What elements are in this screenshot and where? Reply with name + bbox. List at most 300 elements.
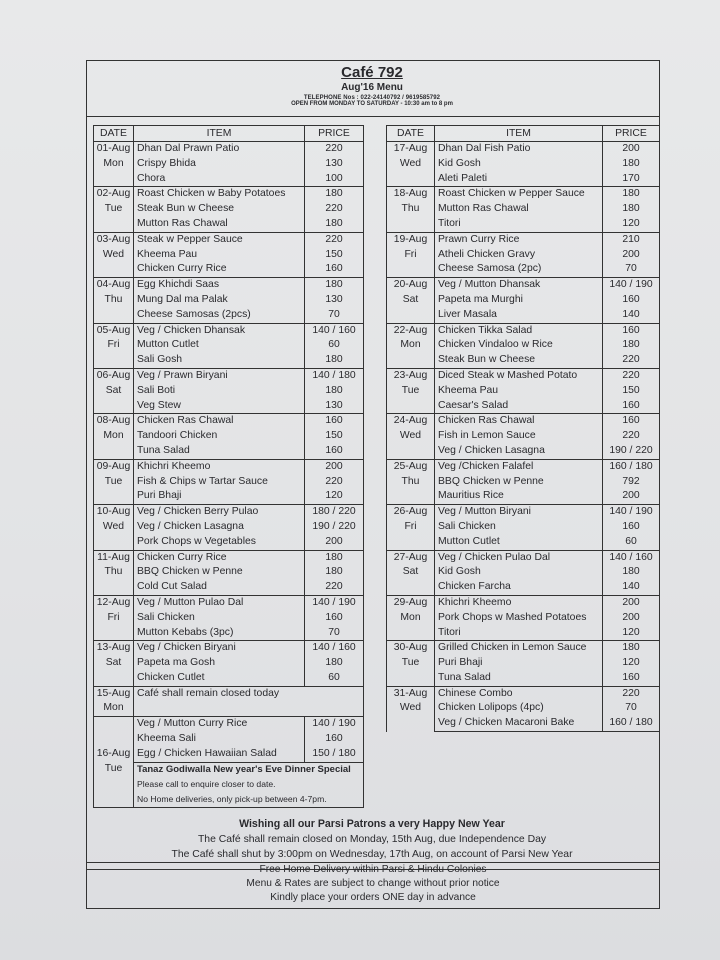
table-row bbox=[94, 232, 364, 247]
menu-item-price: 220 bbox=[603, 686, 660, 701]
special-row bbox=[94, 777, 364, 792]
menu-item-price: 180 bbox=[603, 338, 660, 353]
table-row bbox=[94, 414, 364, 429]
weekday-label: Tue bbox=[401, 384, 420, 396]
menu-item-name: Veg / Mutton Curry Rice bbox=[134, 717, 305, 732]
table-row bbox=[94, 368, 364, 383]
menu-item-name: Chicken Ras Chawal bbox=[134, 414, 305, 429]
order-note: Kindly place your orders ONE day in advance bbox=[270, 892, 476, 903]
menu-item-name: Mutton Kebabs (3pc) bbox=[134, 626, 305, 641]
telephone-line: TELEPHONE Nos : 022-24140792 / 9619585792 bbox=[303, 95, 441, 101]
menu-item-name: Caesar's Salad bbox=[435, 399, 603, 414]
date-cell bbox=[387, 595, 435, 640]
date-cell bbox=[387, 459, 435, 504]
menu-item-name: Veg / Mutton Biryani bbox=[435, 505, 603, 520]
table-row bbox=[94, 157, 364, 172]
early-close-notice: The Café shall shut by 3:00pm on Wednesday, 17th Aug, on account of Parsi New Year bbox=[171, 849, 573, 860]
menu-item-name: Diced Steak w Mashed Potato bbox=[435, 368, 603, 383]
menu-item-price: 190 / 220 bbox=[305, 520, 364, 535]
menu-item-name: Veg / Mutton Pulao Dal bbox=[134, 595, 305, 610]
menu-item-name: Mutton Cutlet bbox=[435, 535, 603, 550]
table-row bbox=[94, 142, 364, 157]
date-label: 15-Aug bbox=[96, 687, 131, 699]
weekday-label: Wed bbox=[102, 248, 125, 260]
weekday-label: Mon bbox=[103, 157, 124, 169]
menu-item-price: 180 bbox=[305, 353, 364, 368]
menu-item-price: 180 bbox=[305, 550, 364, 565]
date-label: 03-Aug bbox=[96, 233, 131, 245]
table-row bbox=[94, 459, 364, 474]
item-header: ITEM bbox=[435, 126, 603, 142]
weekday-label: Fri bbox=[107, 339, 120, 351]
menu-item-name: Mutton Ras Chawal bbox=[435, 202, 603, 217]
date-cell bbox=[387, 414, 435, 459]
menu-item-name: Papeta ma Gosh bbox=[134, 656, 305, 671]
menu-item-price: 160 bbox=[305, 611, 364, 626]
menu-item-name: Roast Chicken w Baby Potatoes bbox=[134, 187, 305, 202]
menu-item-name: Chicken Curry Rice bbox=[134, 550, 305, 565]
menu-item-price: 200 bbox=[603, 489, 660, 504]
table-row bbox=[94, 489, 364, 504]
header-divider bbox=[86, 116, 659, 117]
menu-item-price: 160 bbox=[305, 414, 364, 429]
menu-item-name: BBQ Chicken w Penne bbox=[134, 565, 305, 580]
menu-item-name: Chicken Lolipops (4pc) bbox=[435, 701, 603, 716]
menu-item-price: 180 bbox=[305, 217, 364, 232]
menu-item-name: Veg / Chicken Macaroni Bake bbox=[435, 716, 603, 731]
table-row bbox=[387, 641, 660, 656]
menu-item-name: Prawn Curry Rice bbox=[435, 232, 603, 247]
table-row bbox=[94, 732, 364, 747]
table-row bbox=[94, 217, 364, 232]
weekday-label: Mon bbox=[400, 339, 421, 351]
menu-item-price: 160 / 180 bbox=[603, 716, 660, 731]
menu-item-price: 140 / 160 bbox=[305, 323, 364, 338]
date-header: DATE bbox=[94, 126, 134, 142]
date-label: 05-Aug bbox=[96, 324, 131, 336]
menu-item-name: Grilled Chicken in Lemon Sauce bbox=[435, 641, 603, 656]
rates-note: Menu & Rates are subject to change without prior notice bbox=[246, 878, 500, 889]
menu-item-name: Khichri Kheemo bbox=[435, 595, 603, 610]
menu-item-price: 160 bbox=[603, 399, 660, 414]
menu-item-name: Aleti Paleti bbox=[435, 172, 603, 187]
menu-month: Aug'16 Menu bbox=[341, 82, 403, 93]
menu-table-left bbox=[93, 125, 364, 808]
menu-item-price: 150 bbox=[305, 429, 364, 444]
menu-item-name: Sali Gosh bbox=[134, 353, 305, 368]
menu-item-price: 120 bbox=[603, 656, 660, 671]
weekday-label: Tue bbox=[104, 475, 123, 487]
menu-item-name: Veg / Chicken Biryani bbox=[134, 641, 305, 656]
menu-item-price: 130 bbox=[305, 399, 364, 414]
menu-item-price: 792 bbox=[603, 475, 660, 490]
menu-item-price: 180 bbox=[603, 157, 660, 172]
date-cell bbox=[94, 686, 134, 717]
price-header: PRICE bbox=[603, 126, 660, 142]
table-row bbox=[94, 293, 364, 308]
menu-item-price: 180 / 220 bbox=[305, 505, 364, 520]
menu-item-name: Fish in Lemon Sauce bbox=[435, 429, 603, 444]
table-row bbox=[387, 278, 660, 293]
menu-item-price: 200 bbox=[603, 595, 660, 610]
date-label: 09-Aug bbox=[96, 460, 131, 472]
menu-item-price: 70 bbox=[305, 308, 364, 323]
weekday-label: Sat bbox=[105, 657, 122, 669]
date-label: 11-Aug bbox=[97, 551, 130, 563]
weekday-label: Sat bbox=[402, 293, 419, 305]
menu-item-price: 160 bbox=[603, 671, 660, 686]
date-cell bbox=[387, 142, 435, 187]
table-row bbox=[94, 278, 364, 293]
menu-item-price: 120 bbox=[603, 217, 660, 232]
menu-item-name: Titori bbox=[435, 217, 603, 232]
date-label: 16-Aug bbox=[96, 748, 131, 760]
menu-item-name: Papeta ma Murghi bbox=[435, 293, 603, 308]
menu-item-price: 130 bbox=[305, 293, 364, 308]
date-cell bbox=[387, 278, 435, 323]
date-label: 08-Aug bbox=[96, 415, 131, 427]
table-row bbox=[94, 535, 364, 550]
menu-item-price: 220 bbox=[603, 353, 660, 368]
date-cell bbox=[94, 595, 134, 640]
menu-item-price: 180 bbox=[603, 641, 660, 656]
menu-item-name: Chicken Cutlet bbox=[134, 671, 305, 686]
date-label: 29-Aug bbox=[393, 596, 428, 608]
table-row bbox=[94, 520, 364, 535]
menu-item-name: Kheema Pau bbox=[435, 384, 603, 399]
menu-item-name: Puri Bhaji bbox=[435, 656, 603, 671]
weekday-label: Mon bbox=[103, 702, 124, 714]
menu-item-price: 140 / 180 bbox=[305, 368, 364, 383]
date-label: 22-Aug bbox=[393, 324, 428, 336]
date-cell bbox=[94, 278, 134, 323]
menu-item-price: 200 bbox=[603, 611, 660, 626]
menu-item-price: 120 bbox=[305, 489, 364, 504]
delivery-note: Free Home Delivery within Parsi & Hindu Colonies bbox=[259, 864, 487, 875]
date-cell bbox=[94, 505, 134, 550]
menu-item-name: Chicken Curry Rice bbox=[134, 262, 305, 277]
date-label: 17-Aug bbox=[393, 143, 428, 154]
date-header: DATE bbox=[387, 126, 435, 142]
menu-item-name: Sali Chicken bbox=[435, 520, 603, 535]
table-row bbox=[94, 429, 364, 444]
date-label: 12-Aug bbox=[96, 596, 131, 608]
menu-item-name: Fish & Chips w Tartar Sauce bbox=[134, 475, 305, 490]
menu-item-name: Chinese Combo bbox=[435, 686, 603, 701]
menu-item-name: Khichri Kheemo bbox=[134, 459, 305, 474]
menu-item-price: 220 bbox=[305, 202, 364, 217]
table-row bbox=[94, 444, 364, 459]
date-cell bbox=[94, 142, 134, 187]
menu-item-name: Chicken Vindaloo w Rice bbox=[435, 338, 603, 353]
menu-item-name: Mutton Ras Chawal bbox=[134, 217, 305, 232]
menu-item-price: 150 bbox=[305, 248, 364, 263]
date-cell bbox=[387, 187, 435, 232]
menu-item-price: 160 bbox=[603, 414, 660, 429]
table-row bbox=[94, 626, 364, 641]
date-label: 06-Aug bbox=[96, 369, 131, 381]
menu-item-price: 180 bbox=[305, 187, 364, 202]
menu-item-price: 180 bbox=[305, 384, 364, 399]
menu-item-price: 220 bbox=[603, 429, 660, 444]
menu-item-price: 160 / 180 bbox=[603, 459, 660, 474]
menu-item-name: Veg /Chicken Falafel bbox=[435, 459, 603, 474]
table-row bbox=[387, 323, 660, 338]
menu-item-price: 170 bbox=[603, 172, 660, 187]
menu-item-name: Mutton Cutlet bbox=[134, 338, 305, 353]
table-row bbox=[387, 142, 660, 157]
table-row bbox=[387, 459, 660, 474]
date-cell bbox=[94, 323, 134, 368]
menu-item-price: 180 bbox=[603, 565, 660, 580]
menu-item-price: 200 bbox=[603, 248, 660, 263]
date-cell bbox=[94, 641, 134, 686]
menu-item-price: 210 bbox=[603, 232, 660, 247]
menu-item-name: Cold Cut Salad bbox=[134, 580, 305, 595]
delivery-info-box bbox=[86, 862, 660, 909]
menu-item-name: Liver Masala bbox=[435, 308, 603, 323]
menu-item-name: Dhan Dal Prawn Patio bbox=[134, 142, 305, 157]
menu-item-name: Dhan Dal Fish Patio bbox=[435, 142, 603, 157]
date-label: 26-Aug bbox=[393, 506, 428, 518]
menu-item-price: 160 bbox=[603, 520, 660, 535]
menu-item-name: Tandoori Chicken bbox=[134, 429, 305, 444]
table-row bbox=[94, 611, 364, 626]
menu-item-price: 160 bbox=[603, 323, 660, 338]
menu-item-price: 150 / 180 bbox=[305, 747, 364, 762]
menu-item-price: 220 bbox=[305, 232, 364, 247]
menu-item-price: 140 bbox=[603, 580, 660, 595]
date-label: 04-Aug bbox=[96, 279, 131, 291]
menu-item-name: Veg / Chicken Lasagna bbox=[435, 444, 603, 459]
weekday-label: Wed bbox=[399, 702, 422, 714]
menu-header bbox=[86, 60, 658, 116]
date-label: 20-Aug bbox=[393, 279, 428, 291]
date-cell bbox=[387, 641, 435, 686]
menu-item-name: Cheese Samosa (2pc) bbox=[435, 262, 603, 277]
opening-hours: OPEN FROM MONDAY TO SATURDAY - 10:30 am to 8 pm bbox=[291, 101, 453, 107]
menu-item-price: 180 bbox=[603, 187, 660, 202]
date-cell bbox=[387, 686, 435, 731]
closure-notice: The Café shall remain closed on Monday, 15th Aug, due Independence Day bbox=[197, 834, 547, 845]
table-row bbox=[94, 717, 364, 732]
menu-item-price: 200 bbox=[603, 142, 660, 157]
weekday-label: Fri bbox=[107, 611, 120, 623]
menu-item-price: 60 bbox=[305, 671, 364, 686]
menu-item-price: 200 bbox=[305, 459, 364, 474]
menu-item-name: Veg / Prawn Biryani bbox=[134, 368, 305, 383]
menu-item-name: Veg Stew bbox=[134, 399, 305, 414]
menu-item-name: Mauritius Rice bbox=[435, 489, 603, 504]
menu-item-name: Cheese Samosas (2pcs) bbox=[134, 308, 305, 323]
menu-item-name: Chicken Tikka Salad bbox=[435, 323, 603, 338]
menu-item-price: 180 bbox=[305, 565, 364, 580]
menu-item-price: 160 bbox=[305, 732, 364, 747]
table-row bbox=[387, 595, 660, 610]
table-row bbox=[387, 686, 660, 701]
menu-item-name: Sali Chicken bbox=[134, 611, 305, 626]
menu-item-price: 180 bbox=[603, 202, 660, 217]
menu-item-price: 160 bbox=[305, 444, 364, 459]
menu-item-price: 140 / 190 bbox=[603, 278, 660, 293]
menu-item-name: Steak Bun w Cheese bbox=[435, 353, 603, 368]
menu-item-price: 220 bbox=[305, 142, 364, 157]
weekday-label: Tue bbox=[104, 203, 123, 215]
table-row bbox=[94, 248, 364, 263]
menu-item-name: Egg / Chicken Hawaiian Salad bbox=[134, 747, 305, 762]
menu-item-price: 60 bbox=[305, 338, 364, 353]
menu-item-name: Kheema Sali bbox=[134, 732, 305, 747]
menu-item-price: 60 bbox=[603, 535, 660, 550]
price-header: PRICE bbox=[305, 126, 364, 142]
table-row bbox=[94, 550, 364, 565]
menu-item-price: 130 bbox=[305, 157, 364, 172]
date-cell bbox=[94, 232, 134, 277]
date-label: 25-Aug bbox=[393, 460, 428, 472]
weekday-label: Wed bbox=[399, 157, 422, 169]
date-label: 31-Aug bbox=[393, 687, 428, 699]
table-row bbox=[94, 747, 364, 762]
table-row bbox=[94, 384, 364, 399]
weekday-label: Sat bbox=[402, 566, 419, 578]
weekday-label: Wed bbox=[399, 430, 422, 442]
table-row bbox=[94, 475, 364, 490]
menu-item-price: 70 bbox=[603, 262, 660, 277]
table-row bbox=[94, 262, 364, 277]
table-row bbox=[94, 202, 364, 217]
new-year-wish: Wishing all our Parsi Patrons a very Happy New Year bbox=[239, 818, 505, 830]
menu-item-price: 140 bbox=[603, 308, 660, 323]
menu-item-name: Puri Bhaji bbox=[134, 489, 305, 504]
table-row bbox=[94, 565, 364, 580]
menu-item-name: Kid Gosh bbox=[435, 565, 603, 580]
menu-item-name: Sali Boti bbox=[134, 384, 305, 399]
date-cell bbox=[387, 323, 435, 368]
menu-item-name: Tuna Salad bbox=[435, 671, 603, 686]
menu-item-price: 190 / 220 bbox=[603, 444, 660, 459]
date-cell bbox=[387, 232, 435, 277]
menu-item-name: Roast Chicken w Pepper Sauce bbox=[435, 187, 603, 202]
weekday-label: Thu bbox=[401, 203, 420, 215]
menu-item-price: 70 bbox=[603, 701, 660, 716]
date-label: 13-Aug bbox=[96, 642, 131, 654]
weekday-label: Thu bbox=[104, 566, 123, 578]
date-cell bbox=[94, 414, 134, 459]
weekday-label: Mon bbox=[103, 430, 124, 442]
date-label: 23-Aug bbox=[393, 369, 428, 381]
special-row bbox=[94, 762, 364, 777]
menu-item-name: Pork Chops w Vegetables bbox=[134, 535, 305, 550]
cafe-title: Café 792 bbox=[341, 64, 403, 81]
menu-item-price: 140 / 190 bbox=[305, 717, 364, 732]
menu-item-name: Veg / Chicken Berry Pulao bbox=[134, 505, 305, 520]
menu-item-price: 220 bbox=[305, 475, 364, 490]
table-row bbox=[94, 172, 364, 187]
table-row bbox=[94, 641, 364, 656]
table-row bbox=[94, 353, 364, 368]
table-row bbox=[94, 323, 364, 338]
table-row bbox=[94, 399, 364, 414]
menu-item-name: Mung Dal ma Palak bbox=[134, 293, 305, 308]
date-cell bbox=[387, 505, 435, 550]
date-cell bbox=[94, 368, 134, 413]
table-row bbox=[94, 656, 364, 671]
table-row bbox=[387, 550, 660, 565]
weekday-label: Wed bbox=[102, 520, 125, 532]
menu-table-right bbox=[386, 125, 660, 732]
date-label: 18-Aug bbox=[393, 188, 428, 200]
menu-item-price: 150 bbox=[603, 384, 660, 399]
menu-item-price: 160 bbox=[305, 262, 364, 277]
menu-item-price: 220 bbox=[603, 368, 660, 383]
weekday-label: Sat bbox=[105, 384, 122, 396]
table-row bbox=[94, 338, 364, 353]
call-note: Please call to enquire closer to date. bbox=[134, 777, 364, 792]
table-row bbox=[387, 232, 660, 247]
weekday-label: Thu bbox=[401, 475, 420, 487]
menu-item-price: 160 bbox=[603, 293, 660, 308]
table-row bbox=[94, 187, 364, 202]
menu-item-price: 220 bbox=[305, 580, 364, 595]
closed-notice: Café shall remain closed today bbox=[134, 686, 364, 717]
date-cell bbox=[94, 550, 134, 595]
menu-item-name: Steak Bun w Cheese bbox=[134, 202, 305, 217]
table-row bbox=[387, 414, 660, 429]
weekday-label: Tue bbox=[104, 763, 123, 775]
date-label: 19-Aug bbox=[393, 233, 428, 245]
date-label: 30-Aug bbox=[393, 642, 428, 654]
date-cell bbox=[387, 368, 435, 413]
date-cell bbox=[387, 550, 435, 595]
date-cell bbox=[94, 187, 134, 232]
dinner-special: Tanaz Godiwalla New year's Eve Dinner Special bbox=[134, 762, 364, 777]
menu-item-name: Crispy Bhida bbox=[134, 157, 305, 172]
menu-item-name: Veg / Chicken Pulao Dal bbox=[435, 550, 603, 565]
menu-item-name: Kid Gosh bbox=[435, 157, 603, 172]
weekday-label: Fri bbox=[404, 520, 417, 532]
table-row bbox=[94, 595, 364, 610]
date-label: 27-Aug bbox=[393, 551, 428, 563]
table-row bbox=[387, 368, 660, 383]
menu-item-price: 140 / 190 bbox=[305, 595, 364, 610]
menu-item-name: Veg / Chicken Lasagna bbox=[134, 520, 305, 535]
menu-item-name: Egg Khichdi Saas bbox=[134, 278, 305, 293]
date-label: 01-Aug bbox=[96, 143, 131, 154]
menu-item-name: Steak w Pepper Sauce bbox=[134, 232, 305, 247]
menu-item-price: 120 bbox=[603, 626, 660, 641]
date-label: 24-Aug bbox=[393, 415, 428, 427]
weekday-label: Tue bbox=[401, 657, 420, 669]
menu-item-name: Titori bbox=[435, 626, 603, 641]
table-row bbox=[94, 580, 364, 595]
pickup-note: No Home deliveries, only pick-up between 4-7pm. bbox=[134, 792, 364, 807]
menu-item-name: Veg / Mutton Dhansak bbox=[435, 278, 603, 293]
menu-item-name: Chicken Ras Chawal bbox=[435, 414, 603, 429]
date-label: 10-Aug bbox=[96, 506, 131, 518]
menu-item-price: 180 bbox=[305, 656, 364, 671]
table-row bbox=[387, 187, 660, 202]
menu-item-name: Pork Chops w Mashed Potatoes bbox=[435, 611, 603, 626]
item-header: ITEM bbox=[134, 126, 305, 142]
menu-item-price: 180 bbox=[305, 278, 364, 293]
menu-item-name: BBQ Chicken w Penne bbox=[435, 475, 603, 490]
weekday-label: Thu bbox=[104, 293, 123, 305]
date-cell bbox=[94, 459, 134, 504]
menu-item-name: Kheema Pau bbox=[134, 248, 305, 263]
date-label: 02-Aug bbox=[96, 188, 131, 200]
menu-item-name: Chicken Farcha bbox=[435, 580, 603, 595]
weekday-label: Fri bbox=[404, 248, 417, 260]
